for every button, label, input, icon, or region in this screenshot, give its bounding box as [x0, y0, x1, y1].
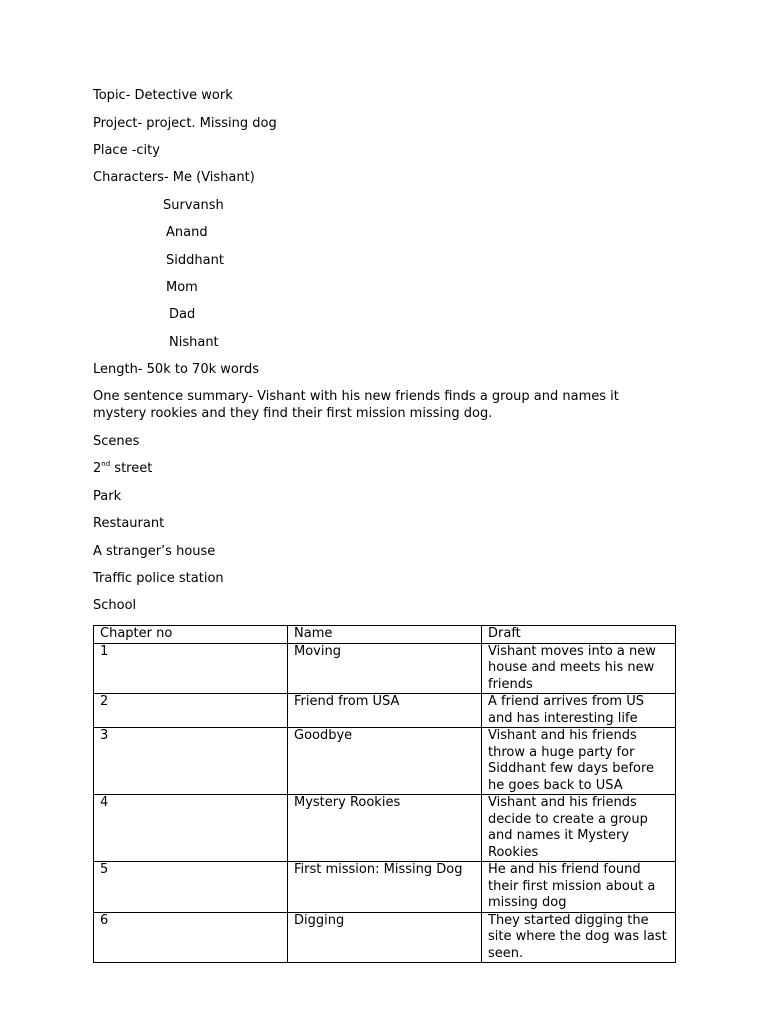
chapter-number: 3 [94, 728, 288, 795]
chapter-number: 6 [94, 912, 288, 963]
chapter-number: 2 [94, 694, 288, 728]
character-name: Mom [166, 280, 198, 295]
scene-item: Restaurant [93, 516, 165, 531]
scene-street-text: street [110, 461, 153, 476]
chapter-number: 4 [94, 795, 288, 862]
scene-item: Park [93, 489, 122, 504]
table-row [94, 694, 676, 728]
scene-item: Traffic police station [93, 571, 224, 586]
scene-item: School [93, 598, 137, 613]
summary-paragraph: One sentence summary- Vishant with his new friends finds a group and names it mystery rookies and they find their first mission missing dog. [93, 389, 619, 421]
character-name: Siddhant [166, 253, 224, 268]
chapter-name: Mystery Rookies [288, 795, 482, 862]
table-row [94, 728, 676, 795]
chapter-number: 5 [94, 862, 288, 913]
chapter-name: Friend from USA [288, 694, 482, 728]
chapter-name: Moving [288, 643, 482, 694]
length-line: Length- 50k to 70k words [93, 362, 259, 377]
chapter-draft: Vishant and his friends decide to create a group and names it Mystery Rookies [482, 795, 676, 862]
chapter-name: Digging [288, 912, 482, 963]
header-draft: Draft [482, 626, 676, 644]
scene-item: A stranger’s house [93, 544, 216, 559]
chapter-number: 1 [94, 643, 288, 694]
chapter-name: First mission: Missing Dog [288, 862, 482, 913]
table-row [94, 912, 676, 963]
chapter-draft: They started digging the site where the dog was last seen. [482, 912, 676, 963]
character-name: Dad [169, 307, 196, 322]
scene-street-suffix: nd [101, 460, 111, 468]
topic-line: Topic- Detective work [93, 88, 233, 103]
chapter-draft: Vishant moves into a new house and meets his new friends [482, 643, 676, 694]
header-chapter-no: Chapter no [94, 626, 288, 644]
character-name: Nishant [169, 335, 219, 350]
chapter-table [93, 625, 676, 963]
chapter-draft: A friend arrives from US and has interesting life [482, 694, 676, 728]
place-line: Place -city [93, 143, 160, 158]
scene-item [93, 460, 152, 477]
project-line: Project- project. Missing dog [93, 116, 277, 131]
table-row [94, 862, 676, 913]
character-name: Anand [166, 225, 208, 240]
table-header-row [94, 626, 676, 644]
chapter-draft: He and his friend found their first mission about a missing dog [482, 862, 676, 913]
table-row [94, 795, 676, 862]
scenes-heading: Scenes [93, 434, 140, 449]
chapter-name: Goodbye [288, 728, 482, 795]
scene-street-number: 2 [93, 461, 102, 476]
header-name: Name [288, 626, 482, 644]
characters-line: Characters- Me (Vishant) [93, 170, 255, 185]
chapter-draft: Vishant and his friends throw a huge party for Siddhant few days before he goes back to USA [482, 728, 676, 795]
character-name: Survansh [163, 198, 224, 213]
table-row [94, 643, 676, 694]
